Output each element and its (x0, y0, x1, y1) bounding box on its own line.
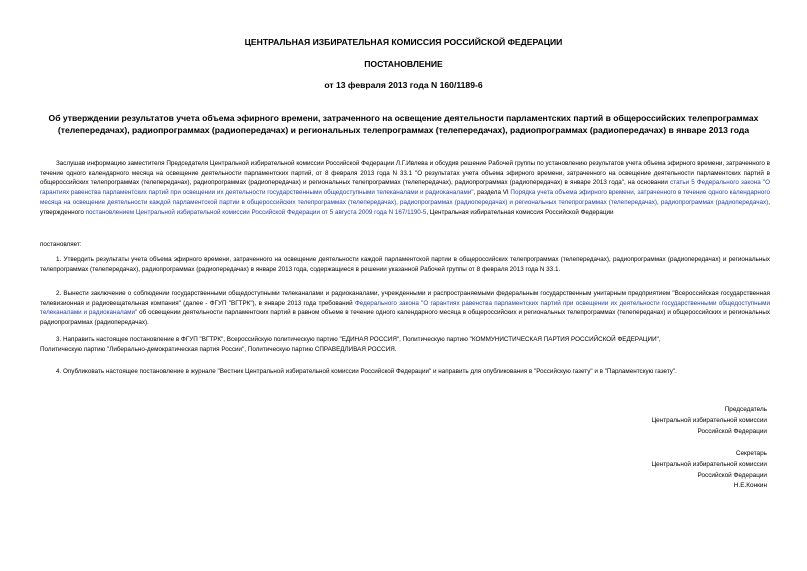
item-2-text-2: об освещении деятельности парламентских партий в равном объеме в течение одного календарного месяца в общероссийских и региональных телепрограммах (телепередачах) и общероссийских и региональных радиопрограммах (радиопередачах). (40, 309, 770, 327)
secretary-name: Н.Е.Конкин (733, 482, 767, 490)
secretary-org: Центральной избирательной комиссии (651, 460, 767, 468)
item-3-line-1: 3. Направить настоящее постановление в ФГУП "ВГТРК", Всероссийскую политическую партию "ЕДИНАЯ РОССИЯ", Политическую партию "КОММУНИСТИЧЕСКАЯ ПАРТИЯ РОССИЙСКОЙ ФЕДЕРАЦИИ", (56, 336, 661, 343)
law-article-5-link[interactable]: статьи 5 Федерального закона "О гарантиях равенства парламентских партий при освещении их деятельности государственными общедоступными телеканалами и радиоканалами" (40, 179, 771, 197)
cec-resolution-link[interactable]: постановлением Центральной избирательной комиссии Российской Федерации от 5 августа 2009 года N 167/1190-5 (85, 208, 427, 216)
item-3-line-2: Политическую партию "Либерально-демократическая партия России", Политическую партию СПРАВЕДЛИВАЯ РОССИЯ. (40, 346, 397, 353)
chair-title: Председатель (724, 406, 767, 413)
preamble-text-1: Заслушав информацию заместителя Председателя Центральной избирательной комиссии Российской Федерации Л.Г.Ивлева и обсудив решение Рабочей группы по установлению результатов учета объема эфирного времени, затраченного в течение одного календарного месяца на освещение деятельности парламентских партий, от 8 февраля 2013 года N 33.1 "О результатах учета объема эфирного времени, затраченного на освещение деятельности парламентских партий в общероссийских телепрограммах (телепередачах), радиопрограммах (радиопередачах) и региональных телепрограммах (телепередачах), радиопрограммах (радиопередачах) в январе 2013 года", на основании (40, 160, 770, 187)
item-4: 4. Опубликовать настоящее постановление в журнале "Вестник Центральной избирательной комиссии Российской Федерации" и направить для опубликования в "Российскую газету" и в "Парламентскую газету". (56, 368, 677, 375)
chair-country: Российской Федерации (697, 427, 767, 435)
chair-signature-block (651, 405, 767, 437)
federal-law-link[interactable]: Федерального закона "О гарантиях равенства парламентских партий при освещении их деятельности государственными общедоступными телеканалами и радиоканалами" (40, 299, 771, 317)
organization-heading: ЦЕНТРАЛЬНАЯ ИЗБИРАТЕЛЬНАЯ КОМИССИЯ РОССИЙСКОЙ ФЕДЕРАЦИИ (244, 37, 563, 47)
document-title: Об утверждении результатов учета объема эфирного времени, затраченного на освещение деятельности парламентских партий в общероссийских телепрограммах (телепередачах), радиопрограммах (радиопередачах) и региональных телепрограммах (телепередачах), радиопрограммах (радиопередачах) в январе 2013 года (48, 113, 759, 135)
chair-org: Центральной избирательной комиссии (651, 416, 767, 424)
preamble-text-2: , раздела VI (473, 189, 511, 197)
item-2-text-1: 2. Вынести заключение о соблюдении государственными общедоступными телеканалами и радиоканалами, учрежденными и распространяемыми федеральным государственным унитарным предприятием "Всероссийская государственная телевизионная и радиовещательная компания" (далее - ФГУП "ВГТРК"), в январе 2013 года требований (40, 290, 770, 307)
secretary-signature-block (651, 449, 767, 492)
item-2 (40, 289, 770, 328)
preamble-text-4: , Центральная избирательная комиссия Российской Федерации (426, 208, 614, 216)
item-1: 1. Утвердить результаты учета объема эфирного времени, затраченного на освещение деятельности каждой парламентской партии в общероссийских телепрограммах (телепередачах), радиопрограммах (радиопередачах) и региональных телепрограммах (телепередачах), радиопрограммах (радиопередачах) в январе 2013 года, содержащиеся в решении указанной Рабочей группы от 8 февраля 2013 года N 33.1. (40, 256, 770, 273)
secretary-country: Российской Федерации (697, 471, 767, 479)
resolves-label: постановляет: (40, 241, 82, 248)
preamble-text-3: , утвержденного (40, 198, 770, 216)
date-number-heading: от 13 февраля 2013 года N 160/1189-6 (324, 80, 483, 90)
document-type-heading: ПОСТАНОВЛЕНИЕ (364, 59, 443, 69)
airtime-procedure-link[interactable]: Порядка учета объема эфирного времени, затраченного в течение одного календарного месяца на освещение деятельности каждой парламентской партии в общероссийских телепрограммах (телепередачах), радиопрограммах (радиопередачах) и региональных телепрограммах (телепередачах), радиопрограммах (радиопередачах) (40, 189, 770, 206)
preamble-paragraph (40, 159, 770, 217)
secretary-title: Секретарь (735, 450, 767, 457)
